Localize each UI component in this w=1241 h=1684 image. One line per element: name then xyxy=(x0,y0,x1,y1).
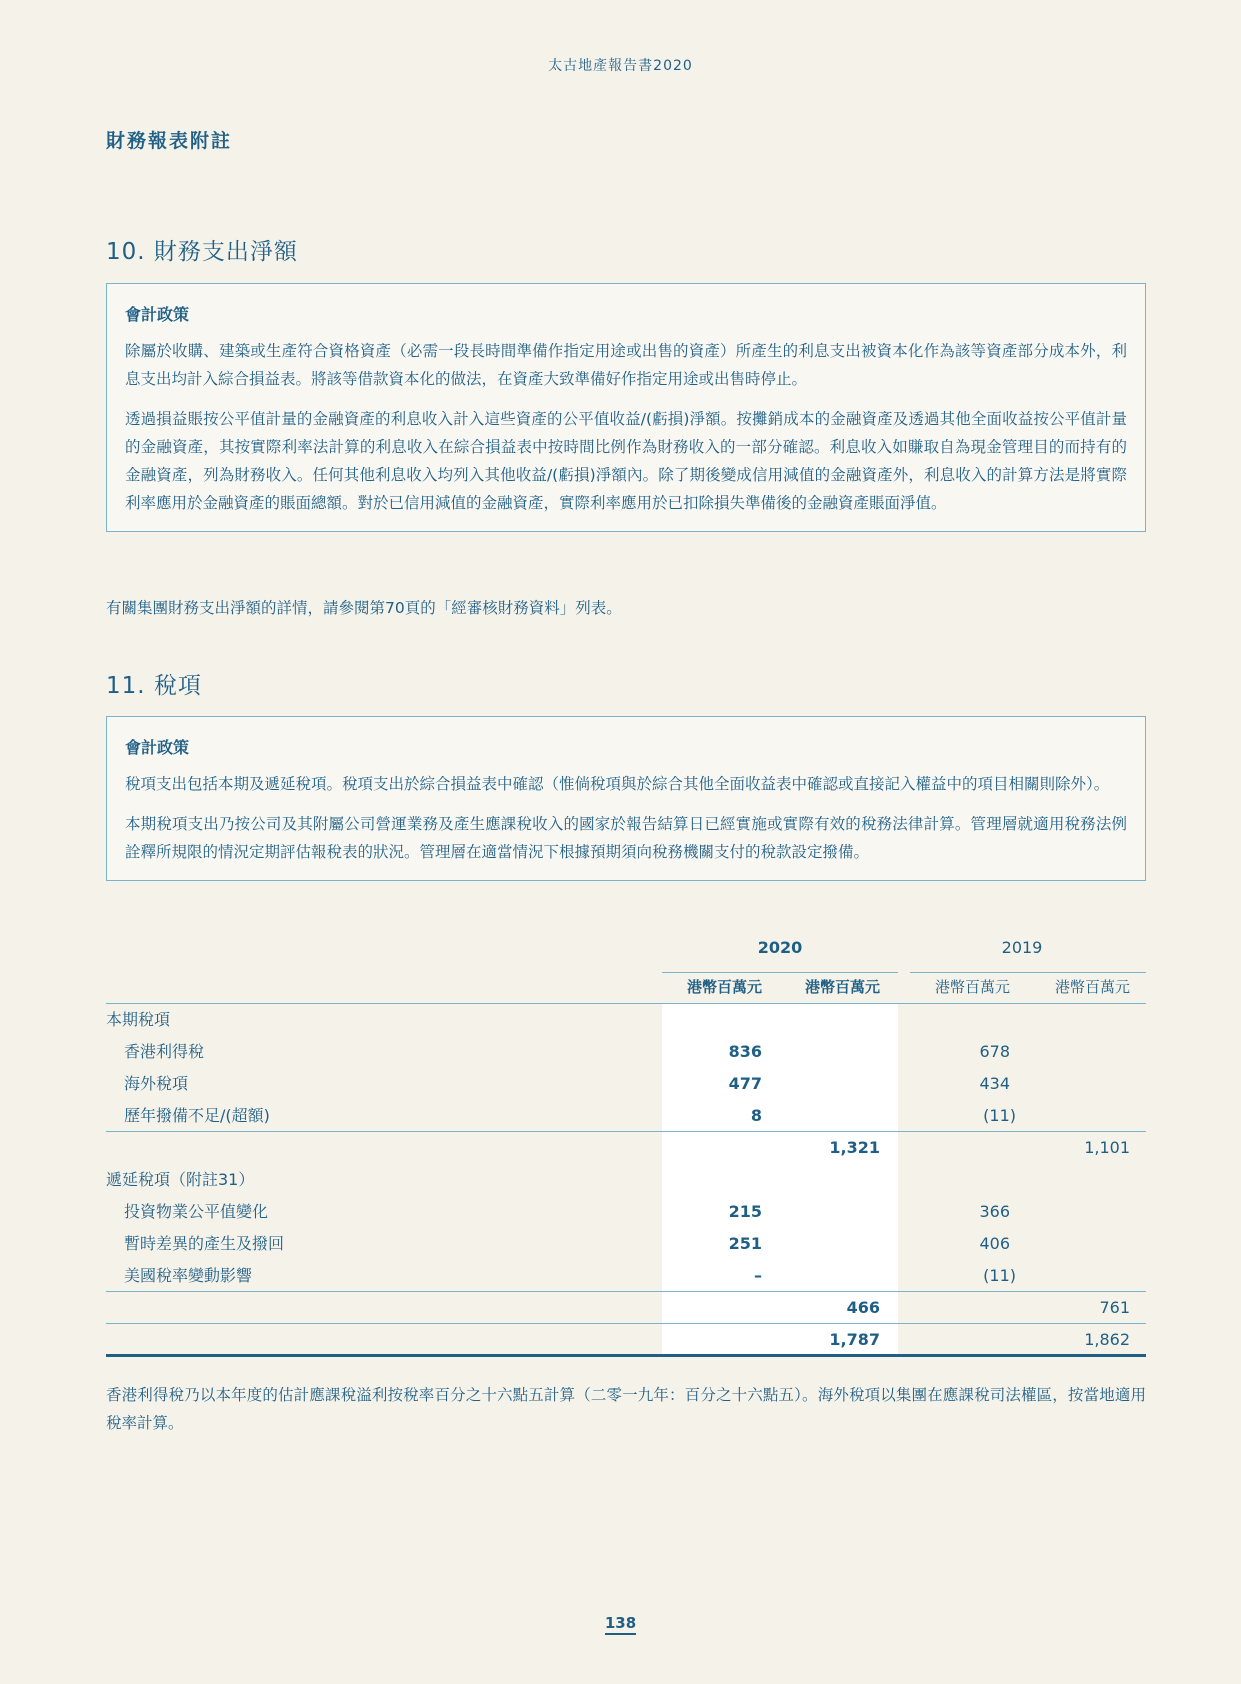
note11-policy-para1: 稅項支出包括本期及遞延稅項。稅項支出於綜合損益表中確認（惟倘稅項與於綜合其他全面收益表中確認或直接記入權益中的項目相關則除外）。 xyxy=(125,775,1110,793)
unit-header: 港幣百萬元 xyxy=(686,978,762,996)
page-number xyxy=(0,1614,1241,1632)
table-row xyxy=(106,1164,1146,1196)
page-number-text: 138 xyxy=(605,1614,636,1635)
row-label: 歷年撥備不足/(超額) xyxy=(124,1106,270,1125)
table-row xyxy=(106,1036,1146,1068)
unit-header: 港幣百萬元 xyxy=(934,978,1010,996)
total-2020: 1,787 xyxy=(829,1330,880,1349)
value-2019: (11) xyxy=(983,1266,1016,1285)
table-row xyxy=(106,1196,1146,1228)
subtotal-row xyxy=(106,1132,1146,1164)
subtotal-2019: 1,101 xyxy=(1084,1138,1130,1157)
note10-policy-para1: 除屬於收購、建築或生產符合資格資產（必需一段長時間準備作指定用途或出售的資產）所產生的利息支出被資本化作為該等資產部分成本外，利息支出均計入綜合損益表。將該等借款資本化的做法，在資產大致準備好作指定用途或出售時停止。 xyxy=(125,342,1127,388)
value-2020: – xyxy=(754,1266,762,1285)
year-2020-header: 2020 xyxy=(757,938,803,957)
value-2020: 836 xyxy=(728,1042,762,1061)
note11-heading: 11. 稅項 xyxy=(106,673,202,699)
total-row xyxy=(106,1324,1146,1356)
row-label: 暫時差異的產生及撥回 xyxy=(124,1234,285,1253)
year-2019-header: 2019 xyxy=(1001,938,1043,957)
deferred-tax-label: 遞延稅項（附註31） xyxy=(106,1170,255,1189)
note10-heading: 10. 財務支出淨額 xyxy=(106,239,298,265)
table-row xyxy=(106,1260,1146,1292)
value-2020: 8 xyxy=(750,1106,762,1125)
current-tax-label: 本期稅項 xyxy=(106,1010,171,1029)
row-label: 投資物業公平值變化 xyxy=(124,1202,269,1221)
row-label: 香港利得稅 xyxy=(124,1042,205,1061)
value-2019: 406 xyxy=(979,1234,1010,1253)
table-row xyxy=(106,1004,1146,1036)
value-2020: 251 xyxy=(728,1234,762,1253)
value-2019: (11) xyxy=(983,1106,1016,1125)
unit-header: 港幣百萬元 xyxy=(804,978,880,996)
year-2019-underline xyxy=(910,972,1146,973)
report-title: 太古地產報告書2020 xyxy=(548,58,693,74)
subtotal-2019: 761 xyxy=(1099,1298,1130,1317)
value-2020: 215 xyxy=(728,1202,762,1221)
section-label: 財務報表附註 xyxy=(106,130,233,152)
subtotal-2020: 466 xyxy=(846,1298,880,1317)
value-2019: 434 xyxy=(979,1074,1010,1093)
value-2019: 366 xyxy=(979,1202,1010,1221)
note10-policy-box xyxy=(106,283,1146,532)
note11-footnote: 香港利得稅乃以本年度的估計應課稅溢利按稅率百分之十六點五計算（二零一九年：百分之十六點五）。海外稅項以集團在應課稅司法權區，按當地適用稅率計算。 xyxy=(106,1386,1146,1432)
value-2019: 678 xyxy=(979,1042,1010,1061)
table-row xyxy=(106,1228,1146,1260)
table-row xyxy=(106,1100,1146,1132)
note11-policy-para2: 本期稅項支出乃按公司及其附屬公司營運業務及產生應課稅收入的國家於報告結算日已經實施或實際有效的稅務法律計算。管理層就適用稅務法例詮釋所規限的情況定期評估報稅表的狀況。管理層在適當情況下根據預期須向稅務機關支付的稅款設定撥備。 xyxy=(125,815,1127,861)
table-row xyxy=(106,1068,1146,1100)
subtotal-row xyxy=(106,1292,1146,1324)
table-bottom-rule xyxy=(106,1354,1146,1357)
note10-policy-para2: 透過損益賬按公平值計量的金融資產的利息收入計入這些資產的公平值收益/(虧損)淨額。按攤銷成本的金融資產及透過其他全面收益按公平值計量的金融資產，其按實際利率法計算的利息收入在綜合損益表中按時間比例作為財務收入的一部分確認。利息收入如賺取自為現金管理目的而持有的金融資產，列為財務收入。任何其他利息收入均列入其他收益/(虧損)淨額內。除了期後變成信用減值的金融資產外，利息收入的計算方法是將實際利率應用於金融資產的賬面總額。對於已信用減值的金融資產，實際利率應用於已扣除損失準備後的金融資產賬面淨值。 xyxy=(125,410,1127,512)
note10-detail-note: 有關集團財務支出淨額的詳情，請參閱第70頁的「經審核財務資料」列表。 xyxy=(106,599,622,617)
unit-header: 港幣百萬元 xyxy=(1054,978,1130,996)
row-label: 美國稅率變動影響 xyxy=(124,1266,253,1285)
note11-policy-box xyxy=(106,716,1146,881)
row-label: 海外稅項 xyxy=(124,1074,189,1093)
note10-policy-title: 會計政策 xyxy=(125,305,190,324)
subtotal-2020: 1,321 xyxy=(829,1138,880,1157)
value-2020: 477 xyxy=(728,1074,762,1093)
note11-policy-title: 會計政策 xyxy=(125,738,190,757)
total-2019: 1,862 xyxy=(1084,1330,1130,1349)
year-2020-underline xyxy=(662,972,898,973)
